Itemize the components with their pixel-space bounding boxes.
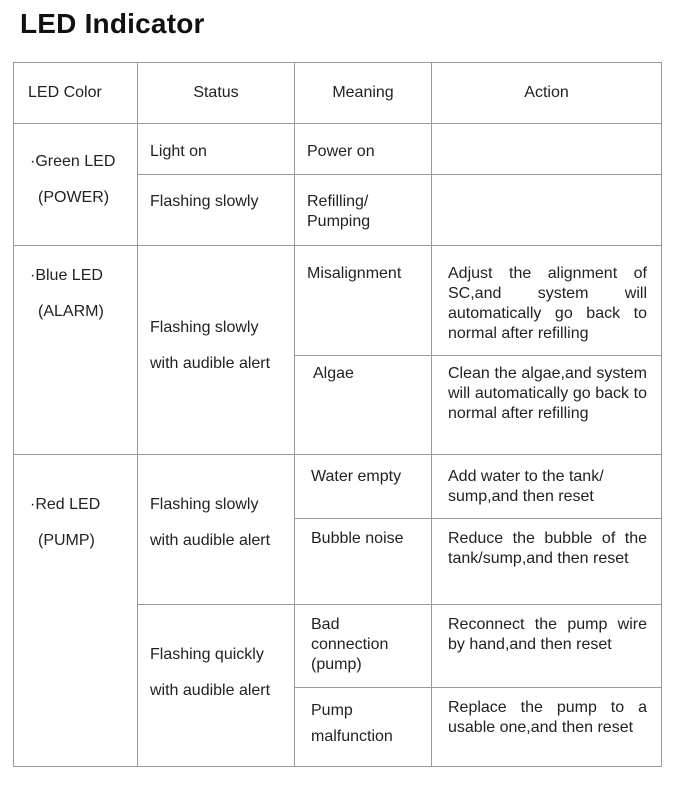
action-cell <box>432 455 662 519</box>
led-color-name: ·Red LED <box>30 496 101 513</box>
meaning-text: Water empty <box>311 468 402 485</box>
status-text: Flashing quickly <box>150 646 264 663</box>
led-color-label: (PUMP) <box>38 532 95 549</box>
meaning-cell <box>295 356 432 455</box>
led-color-cell-green <box>14 124 138 246</box>
action-text: Add water to the tank/ sump,and then reset <box>448 468 604 505</box>
led-color-cell-blue <box>14 246 138 455</box>
action-text: Clean the algae,and system will automatically go back to normal after refilling <box>448 365 647 422</box>
action-text: Reduce the bubble of the tank/sump,and then reset <box>448 530 647 567</box>
table-row <box>14 455 662 519</box>
header-meaning: Meaning <box>295 63 432 124</box>
status-text: Flashing slowly <box>150 319 259 336</box>
table-row <box>14 246 662 356</box>
table-row <box>14 124 662 175</box>
led-indicator-table <box>13 62 662 767</box>
status-cell <box>138 175 295 246</box>
action-cell <box>432 124 662 175</box>
meaning-text: Bad connection (pump) <box>311 616 389 673</box>
led-color-name: ·Blue LED <box>30 267 103 284</box>
led-color-label: (POWER) <box>38 189 110 206</box>
header-led-color: LED Color <box>14 63 138 124</box>
status-text: Flashing slowly <box>150 496 259 513</box>
meaning-text: Pump malfunction <box>311 702 393 745</box>
meaning-cell <box>295 246 432 356</box>
action-text: Adjust the alignment of SC,and system will automatically go back to normal after refilling <box>448 265 647 342</box>
status-text-alert: with audible alert <box>150 355 271 372</box>
meaning-cell <box>295 175 432 246</box>
meaning-text: Power on <box>307 143 375 160</box>
status-text: Flashing slowly <box>150 193 259 210</box>
action-cell <box>432 356 662 455</box>
led-color-name: ·Green LED <box>30 153 116 170</box>
status-text: Light on <box>150 143 207 160</box>
header-row <box>14 63 662 124</box>
meaning-cell <box>295 455 432 519</box>
action-cell <box>432 605 662 688</box>
status-cell <box>138 124 295 175</box>
action-cell <box>432 688 662 767</box>
meaning-cell <box>295 605 432 688</box>
led-color-label: (ALARM) <box>38 303 104 320</box>
meaning-text: Algae <box>313 365 354 382</box>
action-cell <box>432 519 662 605</box>
status-text-alert: with audible alert <box>150 532 271 549</box>
status-text-alert: with audible alert <box>150 682 271 699</box>
action-text: Reconnect the pump wire by hand,and then reset <box>448 616 647 653</box>
action-cell <box>432 246 662 356</box>
meaning-text: Bubble noise <box>311 530 404 547</box>
meaning-cell <box>295 688 432 767</box>
meaning-cell <box>295 124 432 175</box>
header-action: Action <box>432 63 662 124</box>
status-cell <box>138 605 295 767</box>
header-status: Status <box>138 63 295 124</box>
meaning-cell <box>295 519 432 605</box>
status-cell <box>138 455 295 605</box>
led-color-cell-red <box>14 455 138 767</box>
meaning-text: Refilling/ Pumping <box>307 193 371 230</box>
page-title: LED Indicator <box>20 8 205 39</box>
action-cell <box>432 175 662 246</box>
status-cell <box>138 246 295 455</box>
action-text: Replace the pump to a usable one,and then reset <box>448 699 647 736</box>
meaning-text: Misalignment <box>307 265 402 282</box>
